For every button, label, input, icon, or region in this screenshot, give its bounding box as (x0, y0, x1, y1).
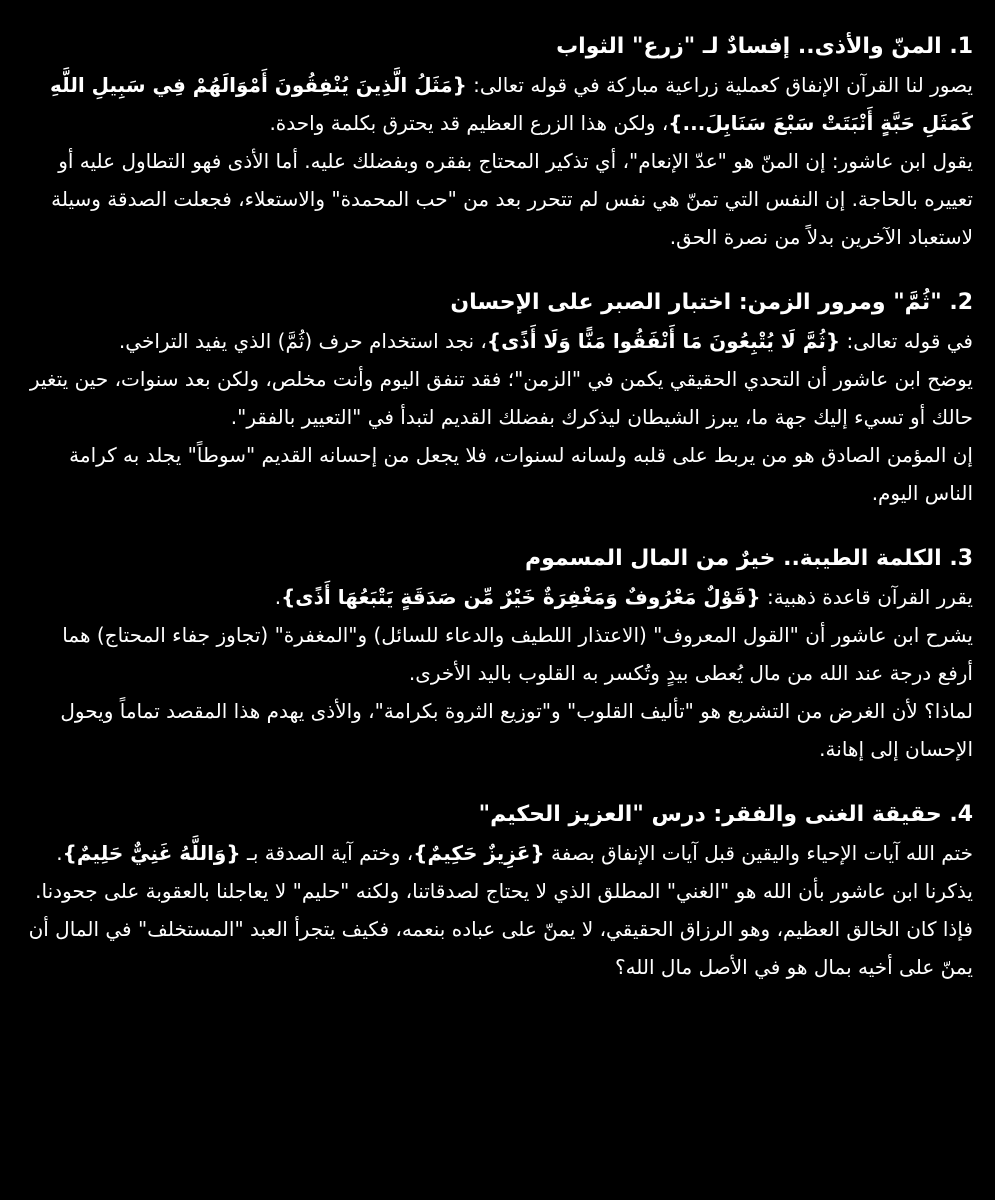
text-run: لماذا؟ لأن الغرض من التشريع هو "تأليف القلوب" و"توزيع الثروة بكرامة"، والأذى يهدم هذا المقصد تماماً ويحول الإحسان إلى إهانة. (60, 699, 973, 761)
section-heading: 2. "ثُمَّ" ومرور الزمن: اختبار الصبر على الإحسان (450, 290, 973, 315)
text-run: يوضح ابن عاشور أن التحدي الحقيقي يكمن في "الزمن"؛ فقد تنفق اليوم وأنت مخلص، ولكن بعد سنوات، حين يتغير حالك أو تسيء إليك جهة ما، يبرز الشيطان ليذكرك بفضلك القديم لتبدأ في "التعيير بالفقر". (29, 367, 973, 429)
quran-verse: {وَاللَّهُ غَنِيٌّ حَلِيمٌ} (62, 841, 241, 865)
text-run: ، ولكن هذا الزرع العظيم قد يحترق بكلمة واحدة. (269, 111, 669, 135)
section-1 (22, 28, 973, 256)
paragraph (22, 692, 973, 768)
quran-verse: {قَوْلٌ مَعْرُوفٌ وَمَغْفِرَةٌ خَيْرٌ مِّن صَدَقَةٍ يَتْبَعُهَا أَذًى} (281, 585, 761, 609)
paragraph (22, 616, 973, 692)
section-heading: 1. المنّ والأذى.. إفسادٌ لـ "زرع" الثواب (556, 34, 973, 59)
section-2 (22, 284, 973, 512)
paragraph (22, 66, 973, 142)
paragraph (22, 872, 973, 986)
paragraph (22, 578, 973, 616)
text-run: يصور لنا القرآن الإنفاق كعملية زراعية مباركة في قوله تعالى: (466, 73, 973, 97)
paragraph (22, 436, 973, 512)
text-run: ، نجد استخدام حرف (ثُمَّ) الذي يفيد التراخي. (118, 329, 487, 353)
paragraph (22, 834, 973, 872)
text-run: ، وختم آية الصدقة بـ (240, 841, 414, 865)
quran-verse: {ثُمَّ لَا يُتْبِعُونَ مَا أَنْفَقُوا مَنًّا وَلَا أَذًى} (486, 329, 841, 353)
paragraph (22, 360, 973, 436)
text-run: في قوله تعالى: (840, 329, 973, 353)
text-run: . (274, 585, 282, 609)
text-run: . (56, 841, 63, 865)
section-3 (22, 540, 973, 768)
text-run: يشرح ابن عاشور أن "القول المعروف" (الاعتذار اللطيف والدعاء للسائل) و"المغفرة" (تجاوز جفاء المحتاج) هما أرفع درجة عند الله من مال يُعطى بيدٍ وتُكسر به القلوب باليد الأخرى. (62, 623, 973, 685)
section-heading: 4. حقيقة الغنى والفقر: درس "العزيز الحكيم" (478, 802, 973, 827)
text-run: يقرر القرآن قاعدة ذهبية: (760, 585, 973, 609)
quran-verse: {مَثَلُ الَّذِينَ يُنْفِقُونَ أَمْوَالَهُمْ فِي سَبِيلِ اللَّهِ كَمَثَلِ حَبَّةٍ أَنْبَتَتْ سَبْعَ سَنَابِلَ...} (50, 73, 973, 135)
text-run: ختم الله آيات الإحياء واليقين قبل آيات الإنفاق بصفة (544, 841, 973, 865)
paragraph (22, 322, 973, 360)
section-4 (22, 796, 973, 986)
text-run: يذكرنا ابن عاشور بأن الله هو "الغني" المطلق الذي لا يحتاج لصدقاتنا، ولكنه "حليم" لا يعاجلنا بالعقوبة على جحودنا. فإذا كان الخالق العظيم، وهو الرزاق الحقيقي، لا يمنّ على عباده بنعمه، فكيف يتجرأ العبد "المستخلف" في المال أن يمنّ على أخيه بمال هو في الأصل مال الله؟ (28, 879, 973, 979)
text-run: إن المؤمن الصادق هو من يربط على قلبه ولسانه لسنوات، فلا يجعل من إحسانه القديم "سوطاً" يجلد به كرامة الناس اليوم. (69, 443, 973, 505)
quran-verse: {عَزِيزٌ حَكِيمٌ} (413, 841, 545, 865)
paragraph (22, 142, 973, 256)
text-run: يقول ابن عاشور: إن المنّ هو "عدّ الإنعام"، أي تذكير المحتاج بفقره وبفضلك عليه. أما الأذى فهو التطاول عليه أو تعييره بالحاجة. إن النفس التي تمنّ هي نفس لم تتحرر بعد من "حب المحمدة" والاستعلاء، فجعلت الصدقة وسيلة لاستعباد الآخرين بدلاً من نصرة الحق. (51, 149, 973, 249)
section-heading: 3. الكلمة الطيبة.. خيرٌ من المال المسموم (525, 546, 973, 571)
